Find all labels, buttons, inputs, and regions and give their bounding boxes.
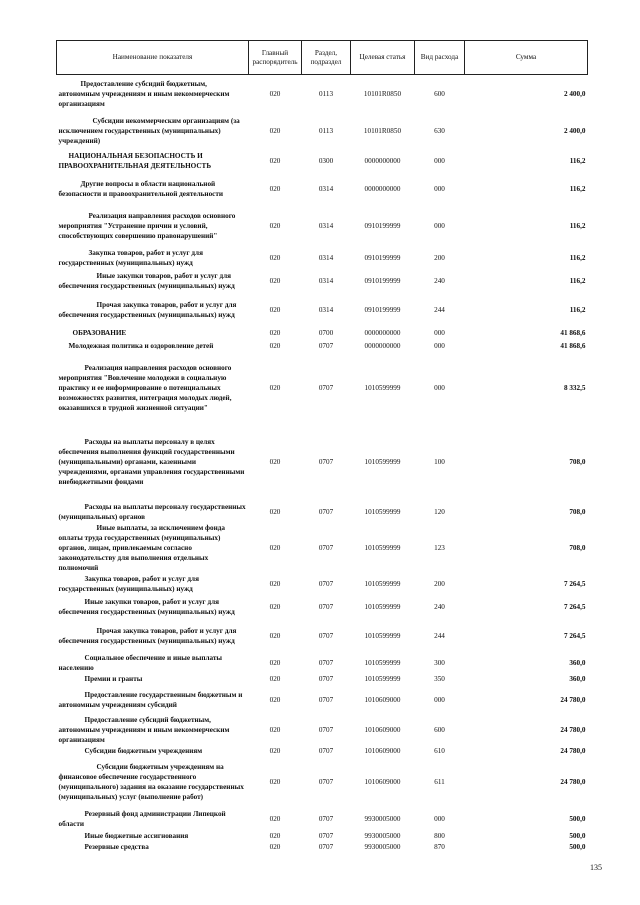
row-name: Реализация направления расходов основного мероприятия "Устранение причин и условий, способствующих совершению правонарушений" [58,211,236,240]
table-row [57,841,588,853]
row-sum: 360,0 [569,658,586,667]
table-row [57,573,588,595]
table-row [57,339,588,353]
row-manager-code: 020 [269,814,281,823]
row-sum: 41 868,6 [560,328,586,337]
row-sum: 500,0 [569,842,586,851]
row-manager-code: 020 [269,383,281,392]
table-row [57,673,588,685]
row-sum: 116,2 [569,221,586,230]
row-expense-type: 100 [434,457,445,466]
row-expense-type: 610 [434,746,445,755]
row-sum: 7 264,5 [563,631,586,640]
row-target-article: 0000000000 [364,341,401,350]
row-sum: 708,0 [569,507,586,516]
table-row [57,619,588,653]
row-name: Иные закупки товаров, работ и услуг для обеспечения государственных (муниципальных) нужд [58,271,235,290]
row-expense-type: 240 [434,602,445,611]
row-expense-type: 244 [434,305,445,314]
row-sum: 708,0 [569,457,586,466]
table-row [57,173,588,205]
header-expense-type: Вид расхода [415,41,465,75]
row-sum: 116,2 [569,253,586,262]
row-manager-code: 020 [269,156,281,165]
row-expense-type: 200 [434,579,445,588]
row-section-code: 0314 [318,253,334,262]
row-sum: 7 264,5 [563,602,586,611]
row-manager-code: 020 [269,746,281,755]
row-section-code: 0707 [318,674,334,683]
row-manager-code: 020 [269,579,281,588]
row-target-article: 0910199999 [364,253,401,262]
row-target-article: 9930005000 [364,814,401,823]
row-target-article: 1010609000 [364,746,401,755]
row-target-article: 10101R0850 [363,126,402,135]
row-sum: 8 332,5 [563,383,586,392]
row-sum: 708,0 [569,543,586,552]
row-sum: 360,0 [569,674,586,683]
header-sum: Сумма [465,41,588,75]
row-section-code: 0707 [318,507,334,516]
row-target-article: 1010599999 [364,631,401,640]
row-manager-code: 020 [269,341,281,350]
row-manager-code: 020 [269,89,281,98]
row-section-code: 0314 [318,305,334,314]
row-manager-code: 020 [269,631,281,640]
row-expense-type: 000 [434,184,445,193]
table-row [57,807,588,831]
row-expense-type: 000 [434,156,445,165]
table-header-row [57,41,588,75]
row-name: Предоставление государственным бюджетным и автономным учреждениям субсидий [58,690,243,709]
row-target-article: 0910199999 [364,276,401,285]
row-expense-type: 350 [434,674,445,683]
budget-table [56,40,588,853]
header-section: Раздел, подраздел [302,41,351,75]
row-expense-type: 244 [434,631,445,640]
row-name: Молодежная политика и оздоровление детей [68,341,214,350]
row-name: Прочая закупка товаров, работ и услуг для обеспечения государственных (муниципальных) нужд [58,300,237,319]
header-target-article: Целевая статья [351,41,415,75]
row-section-code: 0707 [318,658,334,667]
row-sum: 116,2 [569,184,586,193]
row-section-code: 0707 [318,814,334,823]
row-section-code: 0300 [318,156,334,165]
table-row [57,523,588,573]
row-target-article: 0910199999 [364,305,401,314]
table-row [57,293,588,327]
row-section-code: 0707 [318,725,334,734]
row-target-article: 0000000000 [364,328,401,337]
row-manager-code: 020 [269,842,281,851]
row-section-code: 0707 [318,631,334,640]
row-sum: 116,2 [569,305,586,314]
row-sum: 116,2 [569,156,586,165]
row-name: ОБРАЗОВАНИЕ [72,328,127,337]
row-manager-code: 020 [269,674,281,683]
row-target-article: 1010599999 [364,602,401,611]
row-target-article: 1010609000 [364,695,401,704]
table-row [57,715,588,745]
row-section-code: 0707 [318,831,334,840]
page-number: 135 [590,863,602,872]
row-name: Субсидии бюджетным учреждениям на финансовое обеспечение государственного (муниципального) задания на оказание государственных (муниципальных) услуг (выполнение работ) [58,762,244,801]
row-section-code: 0707 [318,383,334,392]
row-sum: 500,0 [569,814,586,823]
row-sum: 24 780,0 [560,695,586,704]
row-name: Закупка товаров, работ и услуг для государственных (муниципальных) нужд [58,248,203,267]
row-sum: 24 780,0 [560,777,586,786]
row-section-code: 0707 [318,695,334,704]
row-section-code: 0113 [318,89,334,98]
row-manager-code: 020 [269,184,281,193]
table-row [57,501,588,523]
table-row [57,247,588,269]
row-section-code: 0707 [318,602,334,611]
table-row [57,205,588,247]
row-name: Субсидии бюджетным учреждениям [84,746,203,755]
table-row [57,75,588,113]
row-section-code: 0707 [318,579,334,588]
row-target-article: 1010599999 [364,507,401,516]
row-expense-type: 000 [434,221,445,230]
row-section-code: 0707 [318,777,334,786]
row-sum: 24 780,0 [560,746,586,755]
header-name: Наименование показателя [57,41,249,75]
row-name: Другие вопросы в области национальной безопасности и правоохранительной деятельности [58,179,224,198]
row-expense-type: 123 [434,543,445,552]
row-manager-code: 020 [269,253,281,262]
row-section-code: 0707 [318,842,334,851]
row-manager-code: 020 [269,305,281,314]
row-manager-code: 020 [269,777,281,786]
row-expense-type: 240 [434,276,445,285]
row-expense-type: 000 [434,341,445,350]
row-name: Расходы на выплаты персоналу в целях обеспечения выполнения функций государственными (муниципальными) органами, казенными учреждениями, органами управления государственными внебюджетными фондами [58,437,245,486]
row-section-code: 0707 [318,457,334,466]
row-section-code: 0314 [318,221,334,230]
row-expense-type: 800 [434,831,445,840]
row-manager-code: 020 [269,543,281,552]
row-section-code: 0707 [318,746,334,755]
row-name: Закупка товаров, работ и услуг для государственных (муниципальных) нужд [58,574,199,593]
row-manager-code: 020 [269,602,281,611]
row-manager-code: 020 [269,658,281,667]
row-section-code: 0314 [318,184,334,193]
row-expense-type: 200 [434,253,445,262]
row-expense-type: 300 [434,658,445,667]
row-name: Предоставление субсидий бюджетным, автономным учреждениям и иным некоммерческим организациям [58,79,230,108]
row-expense-type: 000 [434,328,445,337]
row-sum: 116,2 [569,276,586,285]
row-section-code: 0314 [318,276,334,285]
row-manager-code: 020 [269,276,281,285]
row-name: Иные закупки товаров, работ и услуг для обеспечения государственных (муниципальных) нужд [58,597,235,616]
table-row [57,353,588,423]
row-manager-code: 020 [269,725,281,734]
row-name: Премии и гранты [84,674,143,683]
row-target-article: 0000000000 [364,156,401,165]
row-sum: 500,0 [569,831,586,840]
table-row [57,685,588,715]
row-section-code: 0707 [318,341,334,350]
row-manager-code: 020 [269,831,281,840]
row-target-article: 1010609000 [364,777,401,786]
row-section-code: 0707 [318,543,334,552]
row-sum: 24 780,0 [560,725,586,734]
row-expense-type: 600 [434,725,445,734]
row-target-article: 1010599999 [364,674,401,683]
row-expense-type: 611 [434,777,445,786]
row-name: Резервный фонд администрации Липецкой области [58,809,226,828]
row-expense-type: 870 [434,842,445,851]
row-sum: 2 400,0 [563,126,586,135]
row-name: Социальное обеспечение и иные выплаты населению [58,653,223,672]
row-section-code: 0113 [318,126,334,135]
row-sum: 41 868,6 [560,341,586,350]
row-sum: 7 264,5 [563,579,586,588]
row-expense-type: 000 [434,695,445,704]
table-row [57,745,588,757]
table-body [57,75,588,853]
row-name: Иные бюджетные ассигнования [84,831,189,840]
row-expense-type: 000 [434,383,445,392]
table-row [57,653,588,673]
row-target-article: 1010599999 [364,579,401,588]
table-row [57,327,588,339]
row-target-article: 0910199999 [364,221,401,230]
row-name: Резервные средства [84,842,149,851]
row-manager-code: 020 [269,695,281,704]
table-row [57,831,588,841]
row-name: Иные выплаты, за исключением фонда оплаты труда государственных (муниципальных) органов, лицам, привлекаемым согласно законодательству для выполнения отдельных полномочий [58,523,225,572]
row-target-article: 9930005000 [364,831,401,840]
row-name: Реализация направления расходов основного мероприятия "Вовлечение молодежи в социальную практику и ее информирование о потенциальных возможностях развития, интеграция молодых людей, оказавшихся в трудной жизненной ситуации" [58,363,232,412]
row-target-article: 1010599999 [364,658,401,667]
row-manager-code: 020 [269,457,281,466]
table-row [57,269,588,293]
row-manager-code: 020 [269,328,281,337]
row-name: Расходы на выплаты персоналу государственных (муниципальных) органов [58,502,246,521]
table-row [57,757,588,807]
row-sum: 2 400,0 [563,89,586,98]
header-manager: Главный распорядитель [249,41,302,75]
row-target-article: 1010599999 [364,383,401,392]
row-expense-type: 120 [434,507,445,516]
row-target-article: 10101R0850 [363,89,402,98]
row-section-code: 0700 [318,328,334,337]
table-row [57,149,588,173]
table-row [57,423,588,501]
row-target-article: 0000000000 [364,184,401,193]
row-target-article: 9930005000 [364,842,401,851]
row-expense-type: 600 [434,89,445,98]
row-name: Предоставление субсидий бюджетным, автономным учреждениям и иным некоммерческим организациям [58,715,230,744]
row-expense-type: 000 [434,814,445,823]
table-row [57,113,588,149]
row-target-article: 1010609000 [364,725,401,734]
row-manager-code: 020 [269,507,281,516]
table-row [57,595,588,619]
row-manager-code: 020 [269,126,281,135]
row-manager-code: 020 [269,221,281,230]
row-name: Прочая закупка товаров, работ и услуг для обеспечения государственных (муниципальных) нужд [58,626,237,645]
row-target-article: 1010599999 [364,543,401,552]
row-target-article: 1010599999 [364,457,401,466]
row-name: Субсидии некоммерческим организациям (за исключением государственных (муниципальных) учреждений) [58,116,240,145]
row-name: НАЦИОНАЛЬНАЯ БЕЗОПАСНОСТЬ И ПРАВООХРАНИТЕЛЬНАЯ ДЕЯТЕЛЬНОСТЬ [58,151,212,170]
row-expense-type: 630 [434,126,445,135]
